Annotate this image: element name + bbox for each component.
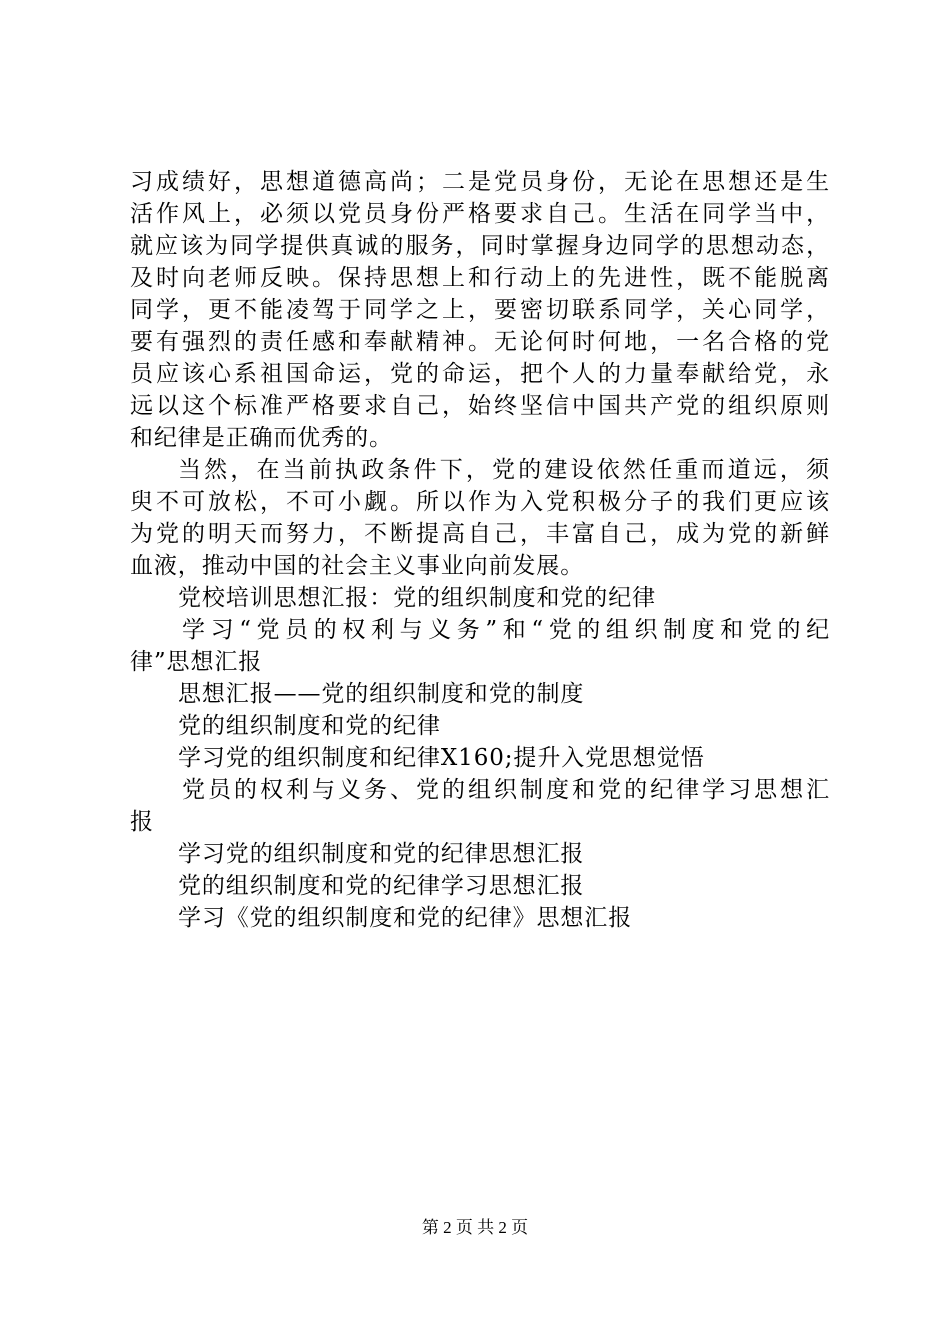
related-article-title: 学习党的组织制度和党的纪律思想汇报 xyxy=(178,841,585,867)
related-article-title: 学习党的组织制度和纪律X160;提升入党思想觉悟 xyxy=(178,745,705,771)
text-line: 臾不可放松，不可小觑。所以作为入党积极分子的我们更应该 xyxy=(130,489,830,515)
text-line: 要有强烈的责任感和奉献精神。无论何时何地，一名合格的党 xyxy=(130,329,830,355)
related-articles-list xyxy=(130,582,830,934)
related-article-title: 党的组织制度和党的纪律学习思想汇报 xyxy=(178,873,585,899)
text-line: 当然，在当前执政条件下，党的建设依然任重而道远，须 xyxy=(178,457,830,483)
text-line: 活作风上，必须以党员身份严格要求自己。生活在同学当中， xyxy=(130,201,830,227)
text-line: 就应该为同学提供真诚的服务，同时掌握身边同学的思想动态， xyxy=(130,233,830,259)
related-article-title: 思想汇报——党的组织制度和党的制度 xyxy=(178,681,585,707)
related-article-title: 学习《党的组织制度和党的纪律》思想汇报 xyxy=(178,905,633,931)
text-line: 及时向老师反映。保持思想上和行动上的先进性，既不能脱离 xyxy=(130,265,830,291)
document-body xyxy=(130,166,830,934)
related-article-title-continued: 律”思想汇报 xyxy=(130,649,263,675)
text-line: 血液，推动中国的社会主义事业向前发展。 xyxy=(130,553,585,579)
text-line: 同学，更不能凌驾于同学之上，要密切联系同学，关心同学， xyxy=(130,297,830,323)
related-article-title: 党员的权利与义务、党的组织制度和党的纪律学习思想汇 xyxy=(182,777,830,803)
text-line: 和纪律是正确而优秀的。 xyxy=(130,425,393,451)
text-line: 员应该心系祖国命运，党的命运，把个人的力量奉献给党，永 xyxy=(130,361,830,387)
text-line: 远以这个标准严格要求自己，始终坚信中国共产党的组织原则 xyxy=(130,393,830,419)
text-line: 习成绩好，思想道德高尚；二是党员身份，无论在思想还是生 xyxy=(130,169,830,195)
related-article-title-continued: 报 xyxy=(130,809,154,835)
related-article-title: 党的组织制度和党的纪律 xyxy=(178,713,441,739)
text-line: 为党的明天而努力，不断提高自己，丰富自己，成为党的新鲜 xyxy=(130,521,830,547)
page-number-footer: 第 2 页 共 2 页 xyxy=(421,1218,529,1237)
related-article-title: 党校培训思想汇报：党的组织制度和党的纪律 xyxy=(178,585,656,611)
paragraph-conclusion xyxy=(130,454,830,582)
paragraph-continuation xyxy=(130,166,830,454)
related-article-title: 学习“党员的权利与义务”和“党的组织制度和党的纪 xyxy=(182,617,830,643)
